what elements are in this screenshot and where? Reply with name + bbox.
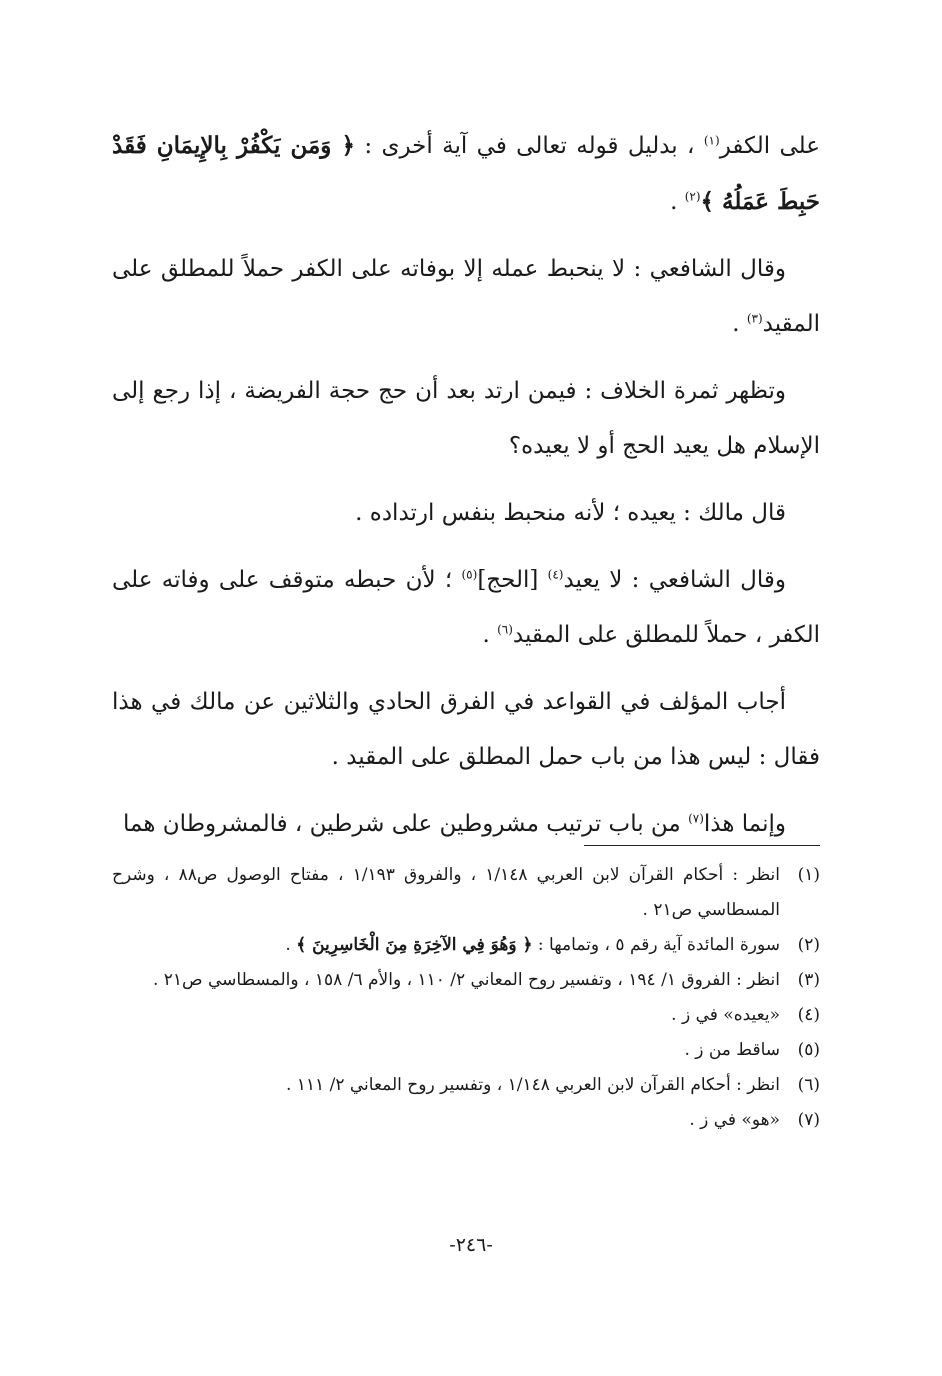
text-run: أجاب المؤلف في القواعد في الفرق الحادي والثلاثين عن مالك في هذا فقال : ليس هذا من باب حمل المطلق على المقيد . [112, 689, 820, 770]
text-run: وإنما هذا [703, 811, 786, 837]
footnote-number: (١) [797, 865, 820, 885]
text-run: . [482, 622, 498, 648]
paragraph-4 [112, 486, 820, 541]
text-run: سورة المائدة آية رقم ٥ ، وتمامها : [532, 935, 780, 955]
text-run: . [732, 311, 747, 337]
footnote-ref: (٢) [684, 189, 701, 204]
text-run: . [670, 189, 685, 215]
footnote-ref: (٧) [688, 811, 704, 826]
footnote-text: انظر : الفروق ١/ ١٩٤ ، وتفسير روح المعاني ٢/ ١١٠ ، والأم ٦/ ١٥٨ ، والمسطاسي ص٢١ . [152, 970, 780, 990]
footnote-text: انظر : أحكام القرآن لابن العربي ١/١٤٨ ، وتفسير روح المعاني ٢/ ١١١ . [285, 1075, 780, 1095]
footnote-text [112, 928, 780, 963]
paragraph-6 [112, 675, 820, 785]
footnote-6 [112, 1068, 820, 1103]
footnote-ref: (٥) [461, 567, 478, 582]
footnote-number: (٧) [797, 1110, 820, 1130]
footnote-number: (٦) [797, 1075, 820, 1095]
footnote-number: (٥) [797, 1040, 820, 1060]
footnote-4 [112, 998, 820, 1033]
footnote-text: انظر : أحكام القرآن لابن العربي ١/١٤٨ ، والفروق ١/١٩٣ ، مفتاح الوصول ص٨٨ ، وشرح المسطاسي ص٢١ . [112, 865, 780, 920]
paragraph-2 [112, 242, 820, 352]
text-run: ، بدليل قوله تعالى في آية أخرى : [354, 133, 704, 159]
text-run: وتظهر ثمرة الخلاف : فيمن ارتد بعد أن حج حجة الفريضة ، إذا رجع إلى الإسلام هل يعيد الحج أو لا يعيده؟ [112, 378, 820, 459]
paragraph-1 [112, 118, 820, 230]
footnote-number: (٣) [797, 970, 820, 990]
footnote-3 [112, 963, 820, 998]
paragraph-7 [112, 797, 820, 852]
quran-verse: ﴿ وَمَن يَكْفُرْ بِالإِيمَانِ فَقَدْ حَبِطَ عَمَلُهُ ﴾ [112, 132, 820, 215]
quran-verse: ﴿ وَهُوَ فِي الآخِرَةِ مِنَ الْخَاسِرِينَ ﴾ [296, 935, 533, 955]
footnote-1 [112, 858, 820, 928]
footnote-number: (٤) [797, 1005, 820, 1025]
text-run: وقال الشافعي : لا يعيد [563, 567, 786, 593]
footnote-5 [112, 1033, 820, 1068]
footnote-7 [112, 1103, 820, 1138]
text-run: على الكفر [719, 133, 820, 159]
text-run: [الحج] [477, 567, 548, 593]
footnote-text: ساقط من ز . [684, 1040, 780, 1060]
text-run: وقال الشافعي : لا ينحبط عمله إلا بوفاته على الكفر حملاً للمطلق على المقيد [112, 256, 820, 337]
footnotes [112, 858, 820, 1138]
paragraph-3 [112, 364, 820, 474]
page-number: -٢٤٦- [449, 1234, 493, 1256]
text-run: قال مالك : يعيده ؛ لأنه منحبط بنفس ارتداده . [355, 500, 786, 526]
footnote-ref: (٦) [497, 622, 513, 637]
footnote-ref: (٣) [746, 311, 763, 326]
footnote-2 [112, 928, 820, 963]
footnote-separator [584, 845, 820, 846]
footnote-ref: (١) [703, 133, 720, 148]
footnote-text: «يعيده» في ز . [671, 1005, 780, 1025]
text-run: ؛ لأن حبطه متوقف على وفاته على الكفر ، حملاً للمطلق على المقيد [112, 567, 820, 648]
text-run: من باب ترتيب مشروطين على شرطين ، فالمشروطان هما [123, 811, 689, 837]
footnote-ref: (٤) [547, 567, 564, 582]
footnote-number: (٢) [797, 935, 820, 955]
text-run: . [285, 935, 297, 955]
footnote-text: «هو» في ز . [689, 1110, 780, 1130]
main-text [112, 118, 820, 864]
paragraph-5 [112, 553, 820, 663]
